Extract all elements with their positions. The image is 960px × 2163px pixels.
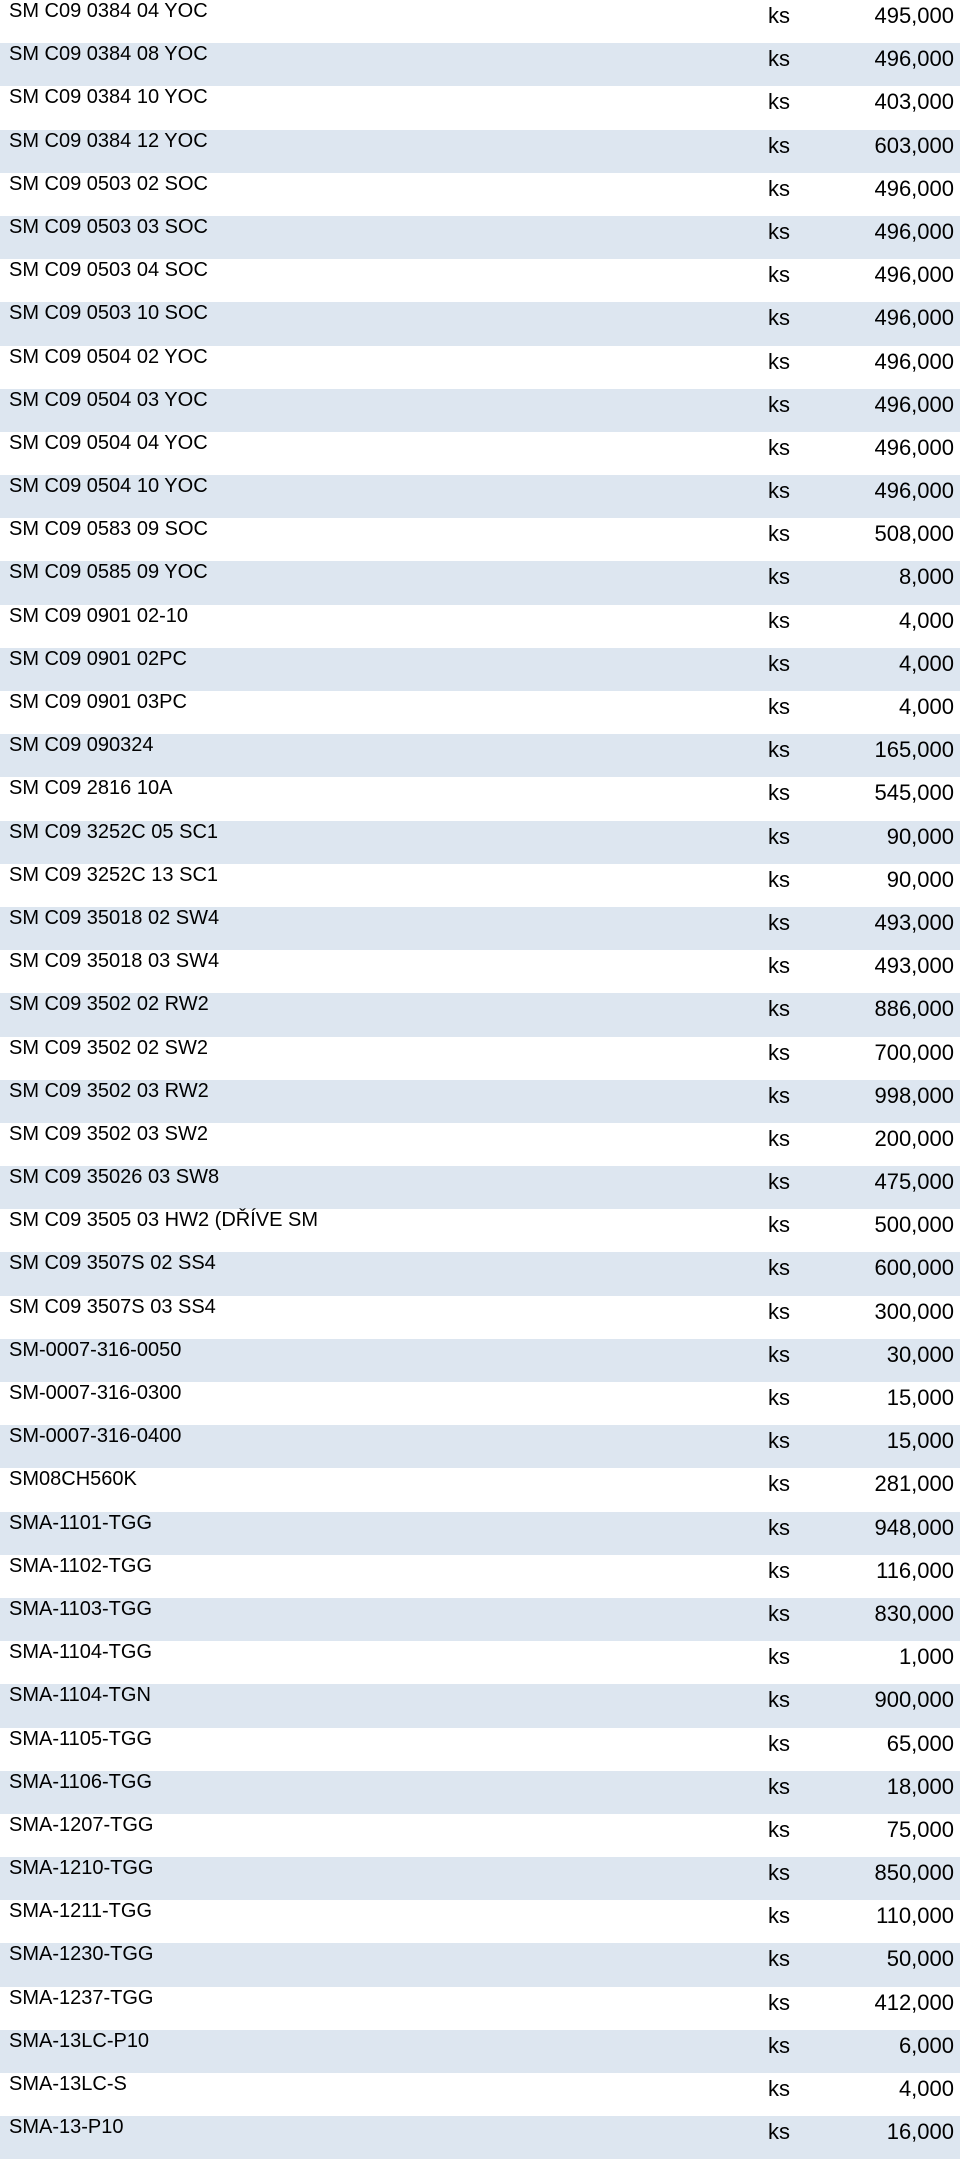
item-code: SMA-13-P10 xyxy=(9,2116,124,2139)
item-unit: ks xyxy=(768,2119,790,2145)
item-quantity: 4,000 xyxy=(898,650,954,676)
item-code: SM C09 0384 12 YOC xyxy=(9,129,208,152)
table-row xyxy=(0,734,960,777)
item-code: SM C09 2816 10A xyxy=(9,777,173,800)
item-quantity: 4,000 xyxy=(898,694,954,719)
item-code: SM-0007-316-0050 xyxy=(9,1338,182,1361)
table-row xyxy=(0,1598,960,1641)
table-row xyxy=(0,0,960,43)
table-row xyxy=(0,1943,960,1986)
item-unit: ks xyxy=(768,1816,790,1842)
item-code: SM C09 0583 09 SOC xyxy=(9,518,208,541)
item-quantity: 412,000 xyxy=(874,1989,954,2015)
item-code: SM C09 0585 09 YOC xyxy=(9,561,208,584)
item-unit: ks xyxy=(768,218,790,244)
item-unit: ks xyxy=(768,866,790,892)
item-code: SM C09 0901 02-10 xyxy=(9,604,189,627)
table-row xyxy=(0,1771,960,1814)
table-row xyxy=(0,993,960,1036)
item-unit: ks xyxy=(768,1125,790,1151)
item-unit: ks xyxy=(768,737,790,763)
table-row xyxy=(0,1209,960,1252)
item-quantity: 493,000 xyxy=(874,953,954,979)
item-quantity: 403,000 xyxy=(874,89,954,115)
item-code: SMA-1207-TGG xyxy=(9,1813,154,1836)
item-code: SM C09 3252C 05 SC1 xyxy=(9,820,219,843)
item-quantity: 948,000 xyxy=(874,1514,954,1540)
item-code: SMA-1102-TGG xyxy=(9,1554,152,1577)
item-code: SM C09 0384 10 YOC xyxy=(9,86,208,109)
item-unit: ks xyxy=(768,1298,790,1324)
table-row xyxy=(0,1684,960,1727)
item-quantity: 500,000 xyxy=(874,1212,954,1238)
table-row xyxy=(0,1123,960,1166)
item-quantity: 496,000 xyxy=(874,348,954,374)
item-code: SM08CH560K xyxy=(9,1468,137,1491)
item-quantity: 545,000 xyxy=(874,780,954,806)
item-unit: ks xyxy=(768,1903,790,1929)
table-row xyxy=(0,777,960,820)
item-quantity: 700,000 xyxy=(874,1039,954,1065)
item-unit: ks xyxy=(768,434,790,460)
table-row xyxy=(0,1900,960,1943)
item-quantity: 165,000 xyxy=(874,737,954,763)
item-code: SM C09 35018 03 SW4 xyxy=(9,950,220,973)
item-code: SMA-13LC-P10 xyxy=(9,2029,150,2052)
table-row xyxy=(0,605,960,648)
item-code: SMA-1210-TGG xyxy=(9,1857,154,1880)
item-unit: ks xyxy=(768,607,790,633)
item-unit: ks xyxy=(768,1082,790,1108)
table-row xyxy=(0,2116,960,2159)
table-row xyxy=(0,1425,960,1468)
item-unit: ks xyxy=(768,953,790,979)
item-code: SM C09 3502 03 RW2 xyxy=(9,1079,209,1102)
item-unit: ks xyxy=(768,262,790,288)
item-code: SM C09 35018 02 SW4 xyxy=(9,906,220,929)
table-row xyxy=(0,216,960,259)
item-code: SMA-13LC-S xyxy=(9,2073,127,2095)
table-row xyxy=(0,821,960,864)
item-unit: ks xyxy=(768,1600,790,1626)
item-quantity: 496,000 xyxy=(874,305,954,331)
table-row xyxy=(0,86,960,129)
table-row xyxy=(0,1814,960,1857)
item-unit: ks xyxy=(768,132,790,158)
item-quantity: 603,000 xyxy=(874,132,954,158)
table-row xyxy=(0,1296,960,1339)
item-quantity: 475,000 xyxy=(874,1169,954,1195)
table-row xyxy=(0,1080,960,1123)
item-code: SMA-1237-TGG xyxy=(9,1986,154,2009)
item-code: SM C09 3505 03 HW2 (DŘÍVE SM xyxy=(9,1209,318,1232)
item-quantity: 18,000 xyxy=(886,1773,954,1799)
item-unit: ks xyxy=(768,1773,790,1799)
item-unit: ks xyxy=(768,1946,790,1972)
item-unit: ks xyxy=(768,1730,790,1756)
item-quantity: 300,000 xyxy=(874,1298,954,1324)
item-quantity: 116,000 xyxy=(876,1557,954,1583)
item-code: SMA-1230-TGG xyxy=(9,1943,154,1966)
item-code: SM C09 3252C 13 SC1 xyxy=(9,863,219,886)
item-quantity: 496,000 xyxy=(874,391,954,417)
item-quantity: 900,000 xyxy=(874,1687,954,1713)
item-code: SMA-1105-TGG xyxy=(9,1727,152,1750)
item-code: SM C09 0504 04 YOC xyxy=(9,431,208,454)
item-unit: ks xyxy=(768,823,790,849)
item-code: SM C09 35026 03 SW8 xyxy=(9,1166,220,1189)
item-code: SMA-1103-TGG xyxy=(9,1597,152,1620)
table-row xyxy=(0,432,960,475)
item-unit: ks xyxy=(768,780,790,806)
item-code: SM C09 0384 04 YOC xyxy=(9,0,208,22)
item-unit: ks xyxy=(768,1341,790,1367)
item-code: SM C09 0384 08 YOC xyxy=(9,43,208,66)
item-code: SM C09 0504 10 YOC xyxy=(9,475,208,498)
table-row xyxy=(0,259,960,302)
item-unit: ks xyxy=(768,1039,790,1065)
item-quantity: 496,000 xyxy=(874,434,954,460)
item-code: SMA-1211-TGG xyxy=(9,1900,152,1923)
item-quantity: 110,000 xyxy=(876,1903,954,1929)
item-code: SM C09 090324 xyxy=(9,734,154,757)
item-code: SM-0007-316-0300 xyxy=(9,1382,182,1404)
item-unit: ks xyxy=(768,1169,790,1195)
item-unit: ks xyxy=(768,348,790,374)
item-quantity: 496,000 xyxy=(874,175,954,201)
table-row xyxy=(0,950,960,993)
item-quantity: 15,000 xyxy=(886,1428,954,1454)
item-unit: ks xyxy=(768,1557,790,1583)
item-unit: ks xyxy=(768,1860,790,1886)
table-row xyxy=(0,1468,960,1511)
table-row xyxy=(0,1728,960,1771)
item-quantity: 281,000 xyxy=(874,1471,954,1497)
item-quantity: 600,000 xyxy=(874,1255,954,1281)
table-row xyxy=(0,173,960,216)
table-row xyxy=(0,389,960,432)
item-quantity: 496,000 xyxy=(874,262,954,288)
item-code: SM C09 0901 02PC xyxy=(9,647,187,670)
item-code: SM C09 3502 03 SW2 xyxy=(9,1122,208,1145)
item-quantity: 496,000 xyxy=(874,46,954,72)
item-code: SM-0007-316-0400 xyxy=(9,1425,182,1448)
item-unit: ks xyxy=(768,1385,790,1410)
item-quantity: 850,000 xyxy=(874,1860,954,1886)
item-quantity: 50,000 xyxy=(886,1946,954,1972)
item-code: SM C09 0503 02 SOC xyxy=(9,172,208,195)
item-code: SM C09 0504 02 YOC xyxy=(9,345,208,368)
table-row xyxy=(0,864,960,907)
table-row xyxy=(0,1857,960,1900)
table-row xyxy=(0,43,960,86)
item-quantity: 886,000 xyxy=(874,996,954,1022)
table-row xyxy=(0,1555,960,1598)
table-row xyxy=(0,1252,960,1295)
item-code: SM C09 3502 02 SW2 xyxy=(9,1036,208,1059)
item-code: SM C09 0901 03PC xyxy=(9,691,187,713)
item-quantity: 30,000 xyxy=(886,1341,954,1367)
item-code: SM C09 0504 03 YOC xyxy=(9,388,208,411)
item-unit: ks xyxy=(768,909,790,935)
item-unit: ks xyxy=(768,1428,790,1454)
item-quantity: 75,000 xyxy=(886,1816,954,1842)
item-unit: ks xyxy=(768,1255,790,1281)
table-row xyxy=(0,2030,960,2073)
item-unit: ks xyxy=(768,3,790,28)
item-unit: ks xyxy=(768,521,790,547)
item-unit: ks xyxy=(768,391,790,417)
item-unit: ks xyxy=(768,1471,790,1497)
table-row xyxy=(0,130,960,173)
item-unit: ks xyxy=(768,1514,790,1540)
item-code: SMA-1106-TGG xyxy=(9,1770,152,1793)
item-quantity: 508,000 xyxy=(874,521,954,547)
item-unit: ks xyxy=(768,175,790,201)
table-row xyxy=(0,907,960,950)
item-unit: ks xyxy=(768,1687,790,1713)
item-code: SMA-1101-TGG xyxy=(9,1511,152,1534)
table-row xyxy=(0,1641,960,1684)
table-row xyxy=(0,648,960,691)
item-quantity: 496,000 xyxy=(874,218,954,244)
item-quantity: 495,000 xyxy=(874,3,954,28)
item-unit: ks xyxy=(768,89,790,115)
table-row xyxy=(0,302,960,345)
item-quantity: 4,000 xyxy=(898,2076,954,2101)
table-row xyxy=(0,518,960,561)
item-quantity: 16,000 xyxy=(886,2119,954,2145)
item-code: SM C09 0503 03 SOC xyxy=(9,215,208,238)
item-quantity: 830,000 xyxy=(874,1600,954,1626)
table-row xyxy=(0,475,960,518)
item-unit: ks xyxy=(768,478,790,504)
table-row xyxy=(0,1512,960,1555)
table-row xyxy=(0,561,960,604)
table-row xyxy=(0,1166,960,1209)
item-unit: ks xyxy=(768,1989,790,2015)
table-row xyxy=(0,346,960,389)
item-code: SMA-1104-TGN xyxy=(9,1684,151,1707)
item-quantity: 496,000 xyxy=(874,478,954,504)
item-code: SM C09 0503 10 SOC xyxy=(9,302,208,325)
item-unit: ks xyxy=(768,46,790,72)
item-unit: ks xyxy=(768,2032,790,2058)
item-code: SM C09 0503 04 SOC xyxy=(9,259,208,282)
item-quantity: 6,000 xyxy=(898,2032,954,2058)
item-quantity: 998,000 xyxy=(874,1082,954,1108)
item-quantity: 200,000 xyxy=(874,1125,954,1151)
item-code: SM C09 3507S 02 SS4 xyxy=(9,1252,216,1275)
item-unit: ks xyxy=(768,2076,790,2101)
item-unit: ks xyxy=(768,650,790,676)
table-row xyxy=(0,2073,960,2116)
item-quantity: 1,000 xyxy=(898,1644,954,1670)
item-quantity: 4,000 xyxy=(898,607,954,633)
table-row xyxy=(0,1037,960,1080)
item-code: SM C09 3502 02 RW2 xyxy=(9,993,209,1016)
item-quantity: 15,000 xyxy=(886,1385,954,1410)
table-row xyxy=(0,691,960,734)
item-quantity: 90,000 xyxy=(886,866,954,892)
item-code: SMA-1104-TGG xyxy=(9,1641,152,1664)
item-quantity: 65,000 xyxy=(886,1730,954,1756)
item-unit: ks xyxy=(768,305,790,331)
table-row xyxy=(0,1987,960,2030)
item-unit: ks xyxy=(768,564,790,590)
item-quantity: 493,000 xyxy=(874,909,954,935)
item-quantity: 90,000 xyxy=(886,823,954,849)
table-row xyxy=(0,1339,960,1382)
item-code: SM C09 3507S 03 SS4 xyxy=(9,1295,216,1318)
item-unit: ks xyxy=(768,1644,790,1670)
item-quantity: 8,000 xyxy=(898,564,954,590)
item-unit: ks xyxy=(768,1212,790,1238)
item-unit: ks xyxy=(768,996,790,1022)
item-unit: ks xyxy=(768,694,790,719)
table-row xyxy=(0,1382,960,1425)
